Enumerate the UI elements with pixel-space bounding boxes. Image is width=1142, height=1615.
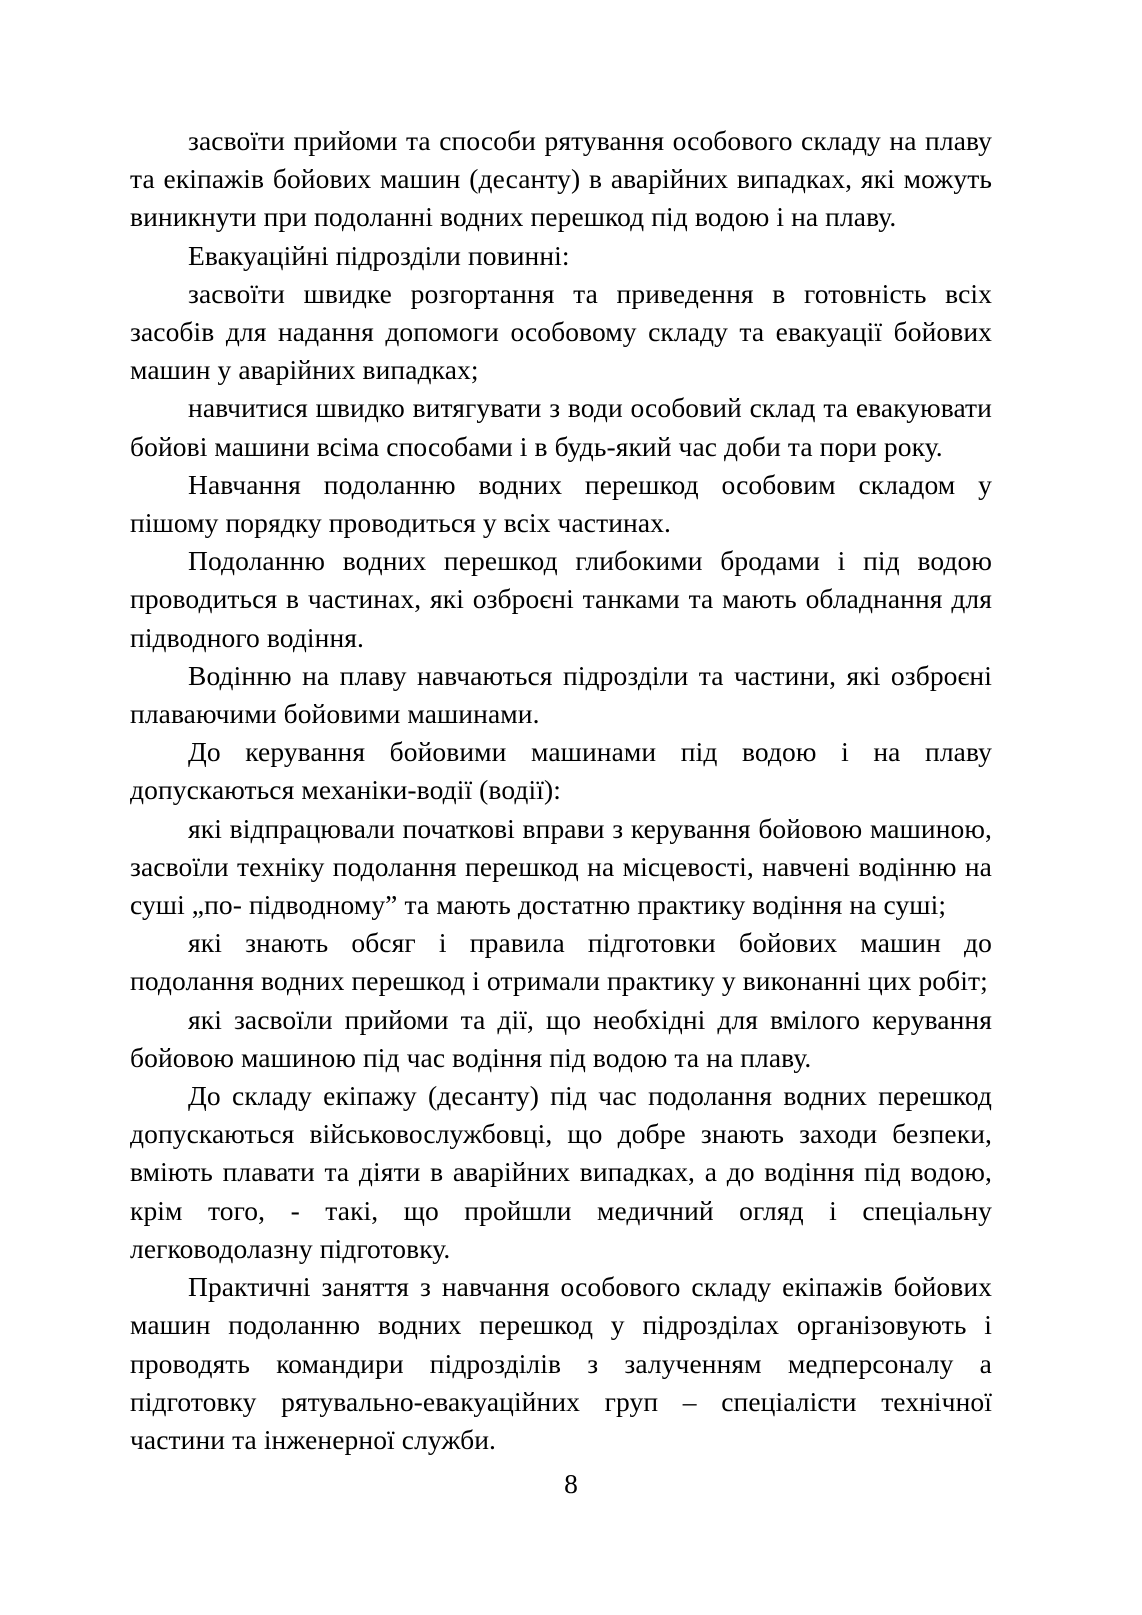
paragraph: які відпрацювали початкові вправи з керування бойовою машиною, засвоїли техніку подолання перешкод на місцевості, навчені водінню на суші „по- підводному” та мають достатню практику водіння на суші; [130, 812, 992, 921]
paragraph: які знають обсяг і правила підготовки бойових машин до подолання водних перешкод і отримали практику у виконанні цих робіт; [130, 927, 992, 997]
paragraph: Практичні заняття з навчання особового складу екіпажів бойових машин подоланню водних перешкод у підрозділах організовують і проводять командири підрозділів з залученням медперсоналу а підготовку рятувально-евакуаційних груп – спеціалісти технічної частини та інженерної служби. [130, 1271, 992, 1455]
paragraph: навчитися швидко витягувати з води особовий склад та евакуювати бойові машини всіма способами і в будь-який час доби та пори року. [130, 392, 992, 462]
paragraph: Подоланню водних перешкод глибокими бродами і під водою проводиться в частинах, які озброєні танками та мають обладнання для підводного водіння. [130, 545, 992, 653]
paragraph: До керування бойовими машинами під водою і на плаву допускаються механіки-водії (водії): [130, 736, 992, 806]
paragraph: Водінню на плаву навчаються підрозділи та частини, які озброєні плаваючими бойовими машинами. [130, 659, 992, 730]
paragraph: Евакуаційні підрозділи повинні: [188, 239, 570, 271]
paragraph: Навчання подоланню водних перешкод особовим складом у пішому порядку проводиться у всіх частинах. [130, 468, 992, 539]
body-text-block [130, 122, 992, 1459]
paragraph: засвоїти прийоми та способи рятування особового складу на плаву та екіпажів бойових машин (десанту) в аварійних випадках, які можуть виникнути при подоланні водних перешкод під водою і на плаву. [130, 125, 992, 233]
paragraph: засвоїти швидке розгортання та приведення в готовність всіх засобів для надання допомоги особовому складу та евакуації бойових машин у аварійних випадках; [130, 277, 992, 386]
paragraph: які засвоїли прийоми та дії, що необхідні для вмілого керування бойовою машиною під час водіння під водою та на плаву. [130, 1003, 992, 1073]
page-number: 8 [564, 1468, 578, 1499]
paragraph: До складу екіпажу (десанту) під час подолання водних перешкод допускаються військовослужбовці, що добре знають заходи безпеки, вміють плавати та діяти в аварійних випадках, а до водіння під водою, крім того, - такі, що пройшли медичний огляд і спеціальну легководолазну підготовку. [130, 1080, 992, 1264]
